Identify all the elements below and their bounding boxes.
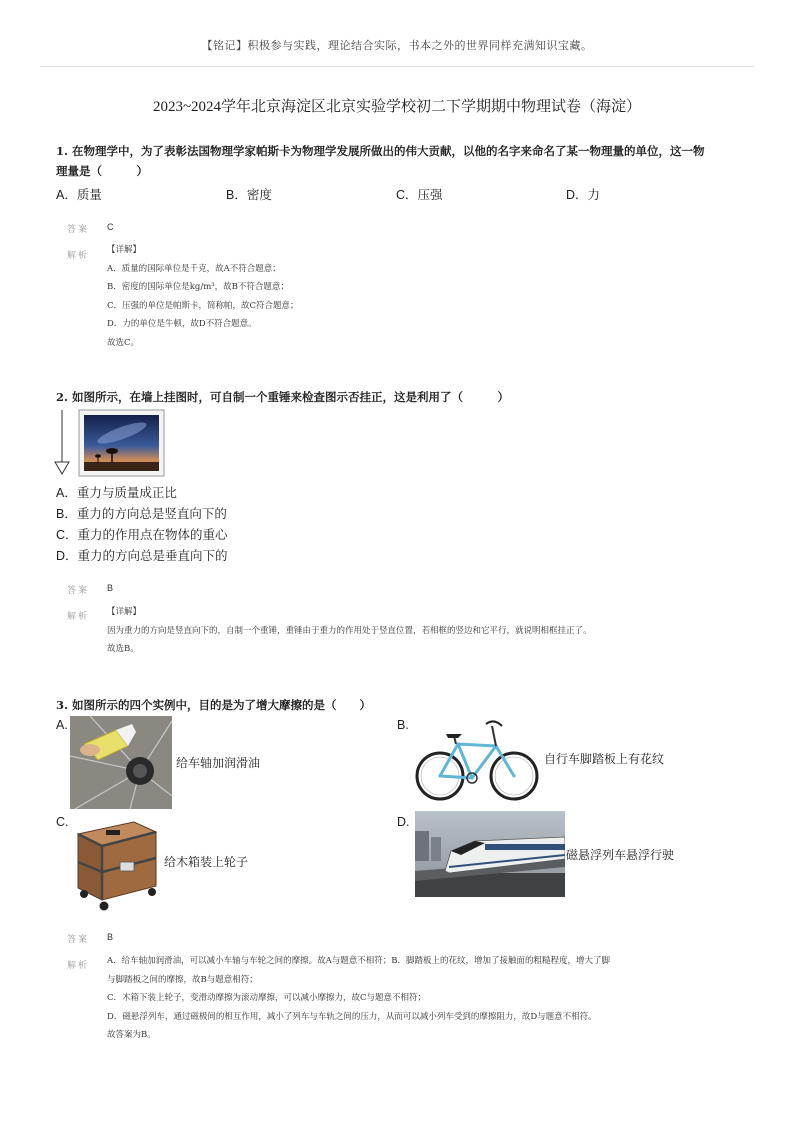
plumb-line-figure: [54, 408, 169, 478]
maglev-train-photo: [415, 811, 565, 897]
q3-option-c-letter: C.: [56, 815, 69, 829]
q3-caption-a: 给车轴加润滑油: [176, 756, 261, 770]
q3-explanation-line: D．磁悬浮列车，通过磁极间的相互作用，减小了列车与车轨之间的压力，从而可以减小列车受到的摩擦阻力，故D与题意不相符。: [107, 1011, 597, 1022]
q1-answer: C: [107, 222, 114, 232]
q2-option-d: D．重力的方向总是垂直向下的: [56, 549, 228, 563]
q1-explanation-line: 故选C。: [107, 337, 140, 348]
q2-analysis-label: 解析: [67, 611, 90, 621]
q3-caption-c: 给木箱装上轮子: [164, 855, 249, 869]
q1-stem-line1: 1. 在物理学中，为了表彰法国物理学家帕斯卡为物理学发展所做出的伟大贡献，以他的名字来命名了某一物理量的单位，这一物: [56, 144, 705, 158]
q3-explanation-line: C．木箱下装上轮子，变滑动摩擦为滚动摩擦，可以减小摩擦力，故C与题意不相符；: [107, 993, 427, 1004]
q1-option-a: A．质量: [56, 188, 102, 202]
lubricant-oil-photo: [70, 716, 172, 809]
q3-explanation: [107, 952, 737, 1045]
q1-explanation: [107, 241, 737, 353]
q1-option-c: C．压强: [396, 188, 443, 202]
q2-option-a: A．重力与质量成正比: [56, 486, 177, 500]
q2-explanation: [107, 603, 737, 659]
q2-explanation-line: 【详解】: [107, 607, 142, 617]
q1-explanation-line: 【详解】: [107, 245, 142, 255]
bicycle-photo: [414, 714, 542, 804]
q3-explanation-line: A．给车轴加润滑油，可以减小车轴与车轮之间的摩擦。故A与题意不相符；B．脚踏板上的花纹，增加了接触面的粗糙程度，增大了脚: [107, 956, 611, 966]
q2-explanation-line: 因为重力的方向是竖直向下的，自制一个重锤，重锤由于重力的作用处于竖直位置，若相框的竖边和它平行，就说明相框挂正了。: [107, 625, 592, 636]
page-title: 2023~2024学年北京海淀区北京实验学校初二下学期期中物理试卷（海淀）: [152, 99, 642, 115]
q1-explanation-line: C．压强的单位是帕斯卡，简称帕，故C符合题意；: [107, 300, 299, 311]
q1-stem-line2: 理量是（ ）: [56, 164, 148, 178]
wooden-box-photo: [72, 812, 160, 912]
q3-option-a-letter: A.: [56, 718, 68, 732]
q2-answer-label: 答案: [67, 585, 90, 595]
q3-explanation-line: 故答案为B。: [107, 1030, 156, 1041]
q1-option-b: B．密度: [226, 188, 272, 202]
q2-option-c: C．重力的作用点在物体的重心: [56, 528, 228, 542]
header-divider: [40, 66, 754, 67]
q3-caption-b: 自行车脚踏板上有花纹: [544, 752, 665, 766]
q1-analysis-label: 解析: [67, 250, 90, 260]
q1-explanation-line: D．力的单位是牛顿，故D不符合题意。: [107, 319, 257, 330]
q3-analysis-label: 解析: [67, 960, 90, 970]
q3-stem: 3. 如图所示的四个实例中，目的是为了增大摩擦的是（ ）: [56, 698, 372, 712]
q3-caption-d: 磁悬浮列车悬浮行驶: [566, 848, 675, 862]
q2-option-b: B．重力的方向总是竖直向下的: [56, 507, 227, 521]
q1-answer-label: 答案: [67, 224, 90, 234]
q3-explanation-line: 与脚踏板之间的摩擦，故B与题意相符；: [107, 974, 258, 985]
q2-stem: 2. 如图所示，在墙上挂图时，可自制一个重锤来检查图示否挂正，这是利用了（ ）: [56, 390, 510, 404]
q3-answer-label: 答案: [67, 934, 90, 944]
q2-explanation-line: 故选B。: [107, 644, 139, 655]
q2-answer: B: [107, 583, 114, 593]
q1-option-d: D．力: [566, 188, 601, 202]
q3-option-d-letter: D.: [397, 815, 410, 829]
q1-explanation-line: B．密度的国际单位是kg/m³，故B不符合题意；: [107, 282, 289, 293]
q3-option-b-letter: B.: [397, 718, 409, 732]
motto: 【铭记】积极参与实践，理论结合实际，书本之外的世界同样充满知识宝藏。: [201, 39, 593, 52]
q1-explanation-line: A．质量的国际单位是千克，故A不符合题意；: [107, 263, 281, 274]
q3-answer: B: [107, 932, 114, 942]
